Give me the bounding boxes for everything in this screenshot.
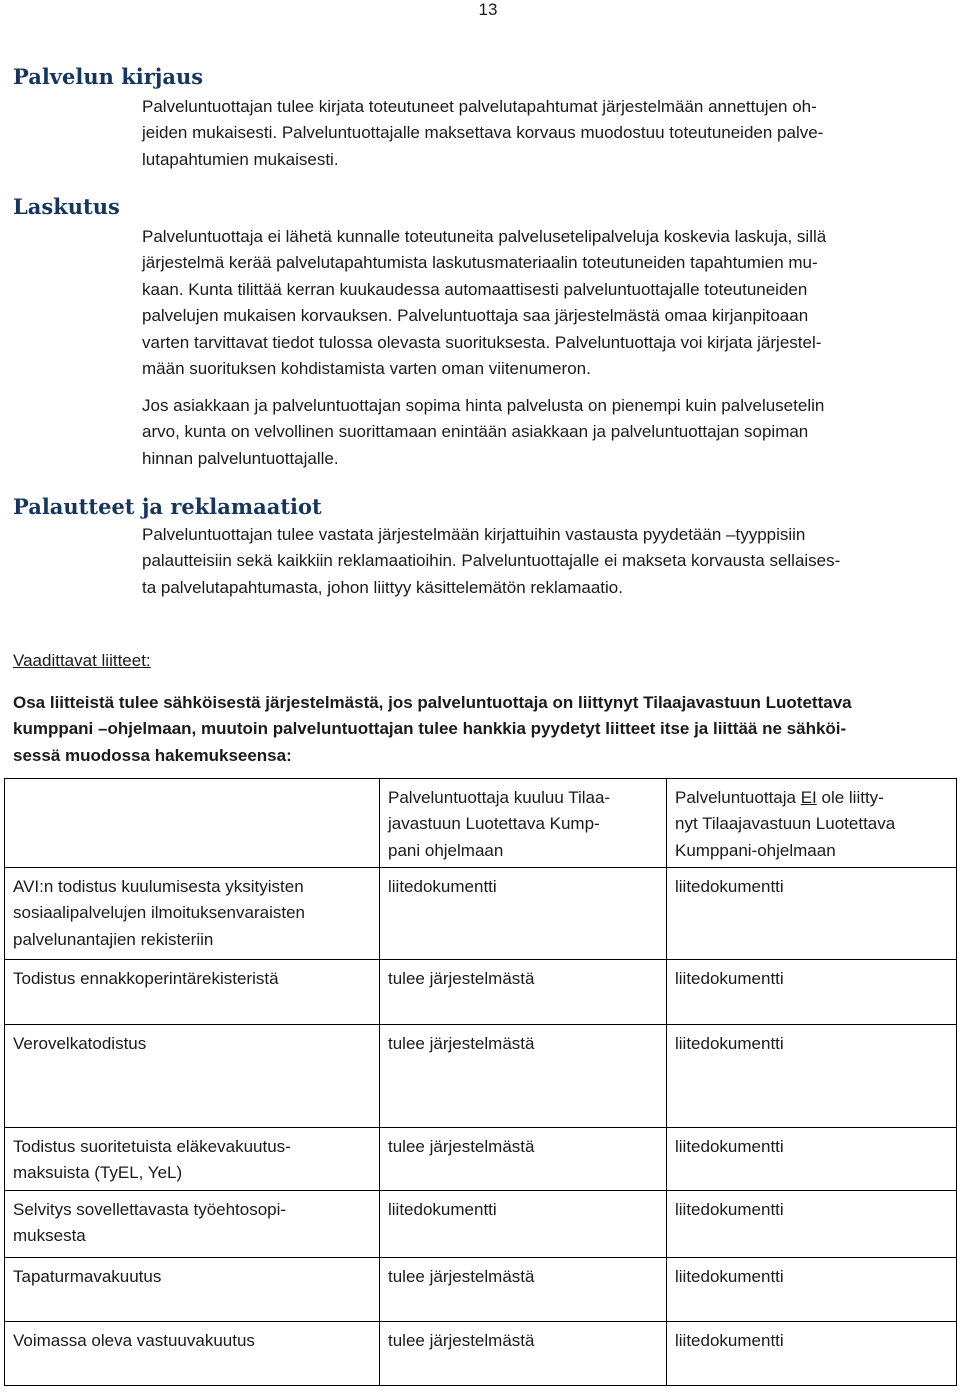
attachments-title: Vaadittavat liitteet: bbox=[13, 651, 151, 670]
paragraph-kirjaus bbox=[142, 94, 954, 173]
text-line: kumppani –ohjelmaan, muutoin palveluntuottajan tulee hankkia pyydetyt liitteet itse ja liittää ne sähköi- bbox=[13, 719, 847, 739]
header-text: Kumppani-ohjelmaan bbox=[675, 840, 836, 860]
nonmember-value: liitedokumentti bbox=[667, 868, 957, 960]
attachment-name bbox=[5, 1322, 380, 1386]
attachment-name bbox=[5, 868, 380, 960]
text-line: Osa liitteistä tulee sähköisestä järjestelmästä, jos palveluntuottaja on liittynyt Tilaajavastuun Luotettava bbox=[13, 693, 852, 712]
text-line: Palveluntuottajan tulee kirjata toteutuneet palvelutapahtumat järjestelmään annettujen oh- bbox=[142, 97, 817, 116]
cell-text: sosiaalipalvelujen ilmoituksenvaraisten bbox=[13, 903, 305, 923]
heading-palautteet: Palautteet ja reklamaatiot bbox=[13, 494, 322, 519]
member-value: tulee järjestelmästä bbox=[380, 960, 667, 1025]
nonmember-value: liitedokumentti bbox=[667, 960, 957, 1025]
text-line: lutapahtumien mukaisesti. bbox=[142, 149, 339, 169]
paragraph-laskutus-2 bbox=[142, 393, 954, 472]
header-text: nyt Tilaajavastuun Luotettava bbox=[675, 814, 896, 834]
text-line: palautteisiin sekä kaikkiin reklamaatioihin. Palveluntuottajalle ei makseta korvausta sellaises- bbox=[142, 551, 841, 571]
text-line: jeiden mukaisesti. Palveluntuottajalle maksettava korvaus muodostuu toteutuneiden palve- bbox=[142, 123, 824, 143]
member-value: tulee järjestelmästä bbox=[380, 1322, 667, 1386]
cell-text: palvelunantajien rekisteriin bbox=[13, 929, 214, 949]
attachment-name bbox=[5, 1258, 380, 1322]
attachment-name bbox=[5, 1025, 380, 1128]
cell-text: muksesta bbox=[13, 1226, 86, 1246]
header-emphasis: EI bbox=[800, 788, 817, 807]
cell-text: maksuista (TyEL, YeL) bbox=[13, 1163, 183, 1183]
cell-text: Verovelkatodistus bbox=[13, 1034, 147, 1053]
header-cell-empty bbox=[5, 779, 380, 868]
table-header-row bbox=[5, 779, 957, 868]
header-text-line bbox=[675, 785, 948, 811]
paragraph-palautteet bbox=[142, 522, 954, 601]
table-row bbox=[5, 960, 957, 1025]
nonmember-value: liitedokumentti bbox=[667, 1258, 957, 1322]
nonmember-value: liitedokumentti bbox=[667, 1191, 957, 1258]
header-text: Palveluntuottaja kuuluu Tilaa- bbox=[388, 788, 611, 807]
text-line: kaan. Kunta tilittää kerran kuukaudessa automaattisesti palveluntuottajalle toteutuneiden bbox=[142, 279, 808, 299]
cell-text: Tapaturmavakuutus bbox=[13, 1267, 162, 1286]
member-value: tulee järjestelmästä bbox=[380, 1258, 667, 1322]
table-row bbox=[5, 1128, 957, 1191]
header-text: javastuun Luotettava Kump- bbox=[388, 814, 600, 834]
text-line: arvo, kunta on velvollinen suorittamaan enintään asiakkaan ja palveluntuottajan sopiman bbox=[142, 422, 809, 442]
member-value: liitedokumentti bbox=[380, 868, 667, 960]
header-text: pani ohjelmaan bbox=[388, 840, 504, 860]
table-row bbox=[5, 1191, 957, 1258]
nonmember-value: liitedokumentti bbox=[667, 1322, 957, 1386]
text-line: Jos asiakkaan ja palveluntuottajan sopima hinta palvelusta on pienempi kuin palvelusetelin bbox=[142, 396, 825, 415]
nonmember-value: liitedokumentti bbox=[667, 1128, 957, 1191]
text-line: mään suorituksen kohdistamista varten oman viitenumeron. bbox=[142, 359, 591, 379]
table-row bbox=[5, 1025, 957, 1128]
attachment-name bbox=[5, 1128, 380, 1191]
text-line: sessä muodossa hakemukseensa: bbox=[13, 745, 292, 765]
cell-text: Todistus suoritetuista eläkevakuutus- bbox=[13, 1137, 291, 1156]
page-number: 13 bbox=[478, 0, 498, 19]
cell-text: Todistus ennakkoperintärekisteristä bbox=[13, 969, 279, 988]
text-line: Palveluntuottajan tulee vastata järjestelmään kirjattuihin vastausta pyydetään –tyyppisiin bbox=[142, 525, 806, 544]
member-value: liitedokumentti bbox=[380, 1191, 667, 1258]
nonmember-value: liitedokumentti bbox=[667, 1025, 957, 1128]
member-value: tulee järjestelmästä bbox=[380, 1128, 667, 1191]
header-cell-nonmember bbox=[667, 779, 957, 868]
heading-palvelun-kirjaus: Palvelun kirjaus bbox=[13, 64, 204, 89]
cell-text: AVI:n todistus kuulumisesta yksityisten bbox=[13, 877, 304, 896]
text-line: varten tarvittavat tiedot tulossa olevasta suorituksesta. Palveluntuottaja voi kirjata järjestel- bbox=[142, 332, 822, 352]
table-row bbox=[5, 868, 957, 960]
text-line: Palveluntuottaja ei lähetä kunnalle toteutuneita palvelusetelipalveluja koskevia laskuja, sillä bbox=[142, 227, 827, 246]
attachment-name bbox=[5, 1191, 380, 1258]
attachments-table bbox=[4, 778, 957, 1386]
heading-laskutus: Laskutus bbox=[13, 194, 120, 219]
cell-text: Voimassa oleva vastuuvakuutus bbox=[13, 1331, 255, 1350]
header-text: Palveluntuottaja bbox=[675, 788, 801, 807]
text-line: ta palvelutapahtumasta, johon liittyy käsittelemätön reklamaatio. bbox=[142, 577, 623, 597]
header-cell-member bbox=[380, 779, 667, 868]
table-row bbox=[5, 1258, 957, 1322]
text-line: hinnan palveluntuottajalle. bbox=[142, 448, 339, 468]
header-text: ole liitty- bbox=[816, 788, 884, 807]
paragraph-laskutus-1 bbox=[142, 224, 954, 382]
member-value: tulee järjestelmästä bbox=[380, 1025, 667, 1128]
table-row bbox=[5, 1322, 957, 1386]
attachment-name bbox=[5, 960, 380, 1025]
text-line: palvelujen mukaisen korvauksen. Palveluntuottaja saa järjestelmästä omaa kirjanpitoaan bbox=[142, 306, 809, 326]
cell-text: Selvitys sovellettavasta työehtosopi- bbox=[13, 1200, 287, 1219]
attachments-notice bbox=[13, 690, 953, 769]
text-line: järjestelmä kerää palvelutapahtumista laskutusmateriaalin toteutuneiden tapahtumien mu- bbox=[142, 253, 818, 273]
